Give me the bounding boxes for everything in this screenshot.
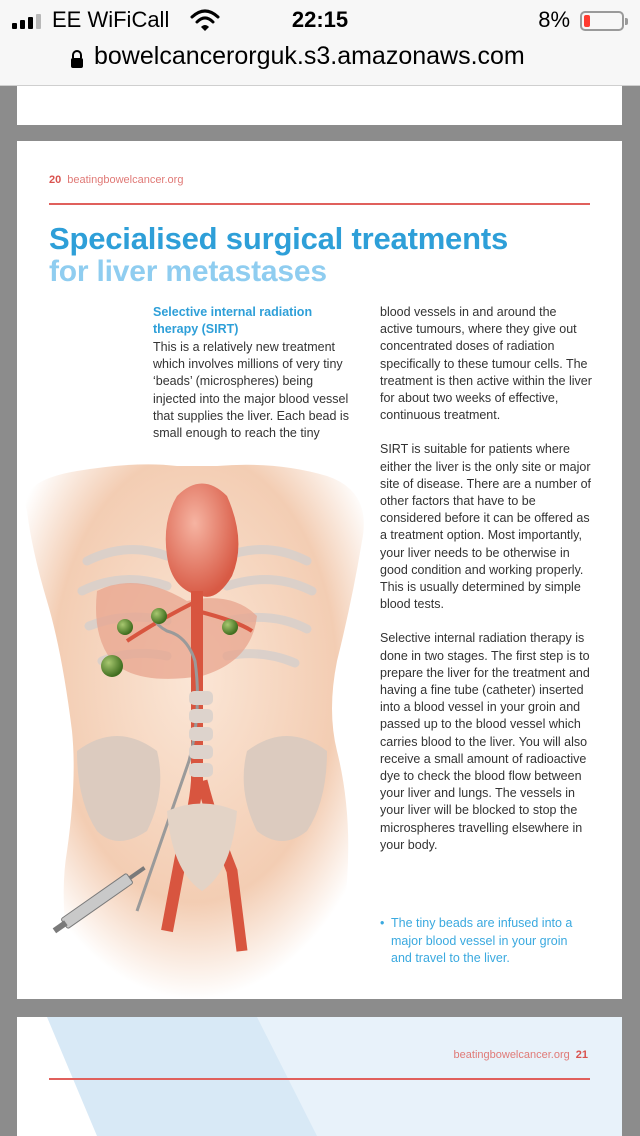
page-title: Specialised surgical treatments (49, 221, 508, 256)
battery-percent: 8% (538, 7, 570, 32)
paragraph: blood vessels in and around the active tumours, where they give out concentrated doses of radiation specifically to these tumour cells. The treatment is then active within the liver for about two weeks of effective, continuous treatment. (380, 305, 592, 423)
header-rule (49, 203, 590, 205)
page-background-shape (17, 1017, 622, 1136)
page-number: 20 (49, 174, 62, 186)
url-text[interactable]: bowelcancerorguk.s3.amazonaws.com (94, 42, 525, 70)
status-bar (0, 0, 640, 40)
page-subtitle: for liver metastases (49, 255, 327, 288)
document-page (17, 141, 622, 999)
site-name: beatingbowelcancer.org (67, 174, 184, 186)
browser-chrome (0, 0, 640, 86)
right-column (380, 304, 592, 871)
section-heading: Selective internal radiation therapy (SIRT) (153, 305, 313, 336)
page-header (454, 1049, 588, 1061)
header-rule (49, 1078, 590, 1080)
battery-icon (580, 11, 624, 31)
illustration-caption: • The tiny beads are infused into a major blood vessel in your groin and travel to the liver. (380, 915, 590, 968)
paragraph: Selective internal radiation therapy is done in two stages. The first step is to prepare the liver for the treatment and having a fine tube (catheter) inserted into a blood vessel in your groin and passed up to the blood vessel which carries blood to the liver. You will also receive a small amount of radioactive dye to check the blood flow between your liver and lungs. The vessels in your liver will be blocked to stop the microspheres travelling elsewhere in your body. (380, 631, 590, 852)
page-number: 21 (575, 1049, 588, 1061)
anatomy-illustration (17, 451, 377, 999)
site-name: beatingbowelcancer.org (453, 1049, 570, 1061)
page-header (49, 174, 183, 186)
clock: 22:15 (291, 7, 349, 32)
previous-page (17, 86, 622, 125)
carrier-name: EE WiFiCall (52, 7, 170, 32)
lock-icon (70, 50, 84, 68)
next-page (17, 1017, 622, 1136)
left-column-text: This is a relatively new treatment which involves millions of very tiny ‘beads’ (microspheres) being injected into the major blood vessel that supplies the liver. Each bead is small enough to reach the tiny (153, 340, 349, 441)
address-bar[interactable] (0, 40, 640, 80)
paragraph: SIRT is suitable for patients where either the liver is the only site or major site of disease. There are a number of other factors that have to be considered before it can be offered as a treatment option. Most importantly, your liver needs to be otherwise in good condition and working properly. This is usually determined by simple blood tests. (380, 442, 591, 612)
